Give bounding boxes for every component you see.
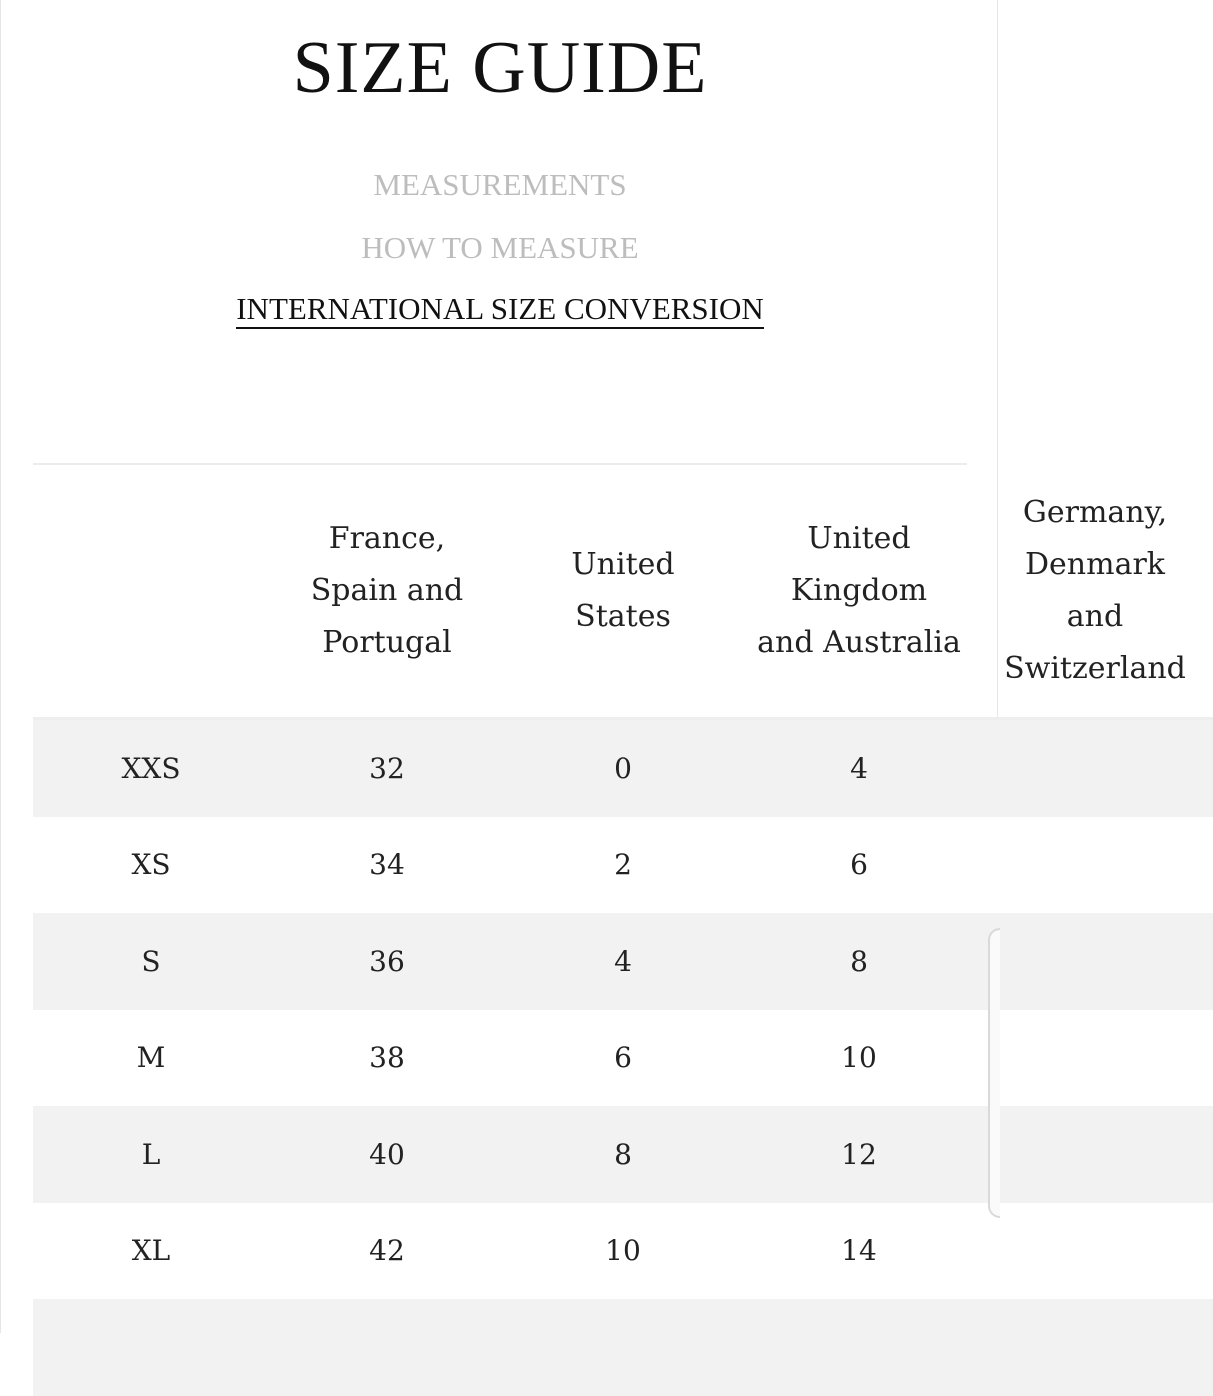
cell-uk: 14 <box>741 1203 977 1300</box>
cell-germany <box>977 719 1213 817</box>
side-scroll-handle[interactable] <box>988 928 1000 1218</box>
cell-uk: 8 <box>741 913 977 1010</box>
cell-uk: 6 <box>741 817 977 914</box>
cell-germany <box>977 1010 1213 1107</box>
cell-us: 2 <box>505 817 741 914</box>
header-uk-australia: United Kingdom and Australia <box>741 465 977 719</box>
table-row <box>33 719 1213 817</box>
size-conversion-table <box>33 465 1213 1396</box>
size-conversion-table-container[interactable] <box>33 463 1186 1335</box>
header-size <box>33 465 269 719</box>
cell-us: 0 <box>505 719 741 817</box>
cell-france: 36 <box>269 913 505 1010</box>
size-guide-tabs <box>0 165 1000 352</box>
cell-uk: 12 <box>741 1106 977 1203</box>
cell-size: XL <box>33 1203 269 1300</box>
cell-france: 40 <box>269 1106 505 1203</box>
header-france-spain-portugal: France, Spain and Portugal <box>269 465 505 719</box>
cell-us: 10 <box>505 1203 741 1300</box>
cell-germany <box>977 1299 1213 1396</box>
table-row <box>33 1106 1213 1203</box>
table-row <box>33 1010 1213 1107</box>
cell-france <box>269 1299 505 1396</box>
cell-uk: 4 <box>741 719 977 817</box>
cell-germany <box>977 817 1213 914</box>
cell-us: 8 <box>505 1106 741 1203</box>
cell-us <box>505 1299 741 1396</box>
cell-us: 4 <box>505 913 741 1010</box>
cell-france: 42 <box>269 1203 505 1300</box>
table-row <box>33 1203 1213 1300</box>
page-title: SIZE GUIDE <box>292 27 708 109</box>
cell-france: 34 <box>269 817 505 914</box>
tab-international-size-conversion[interactable]: INTERNATIONAL SIZE CONVERSION <box>236 291 764 329</box>
cell-us: 6 <box>505 1010 741 1107</box>
cell-size: M <box>33 1010 269 1107</box>
cell-size: XXS <box>33 719 269 817</box>
cell-uk: 10 <box>741 1010 977 1107</box>
cell-size: XS <box>33 817 269 914</box>
header-united-states: United States <box>505 465 741 719</box>
cell-size <box>33 1299 269 1396</box>
cell-uk <box>741 1299 977 1396</box>
cell-size: S <box>33 913 269 1010</box>
header-germany-denmark-switzerland: Germany, Denmark and Switzerland <box>977 465 1213 719</box>
tab-measurements[interactable]: MEASUREMENTS <box>373 167 627 202</box>
table-row <box>33 913 1213 1010</box>
cell-size: L <box>33 1106 269 1203</box>
cell-germany <box>977 1106 1213 1203</box>
table-row <box>33 817 1213 914</box>
table-header-row <box>33 465 1213 719</box>
cell-germany <box>977 913 1213 1010</box>
cell-france: 38 <box>269 1010 505 1107</box>
cell-germany <box>977 1203 1213 1300</box>
table-row <box>33 1299 1213 1396</box>
cell-france: 32 <box>269 719 505 817</box>
tab-how-to-measure[interactable]: HOW TO MEASURE <box>361 230 639 265</box>
